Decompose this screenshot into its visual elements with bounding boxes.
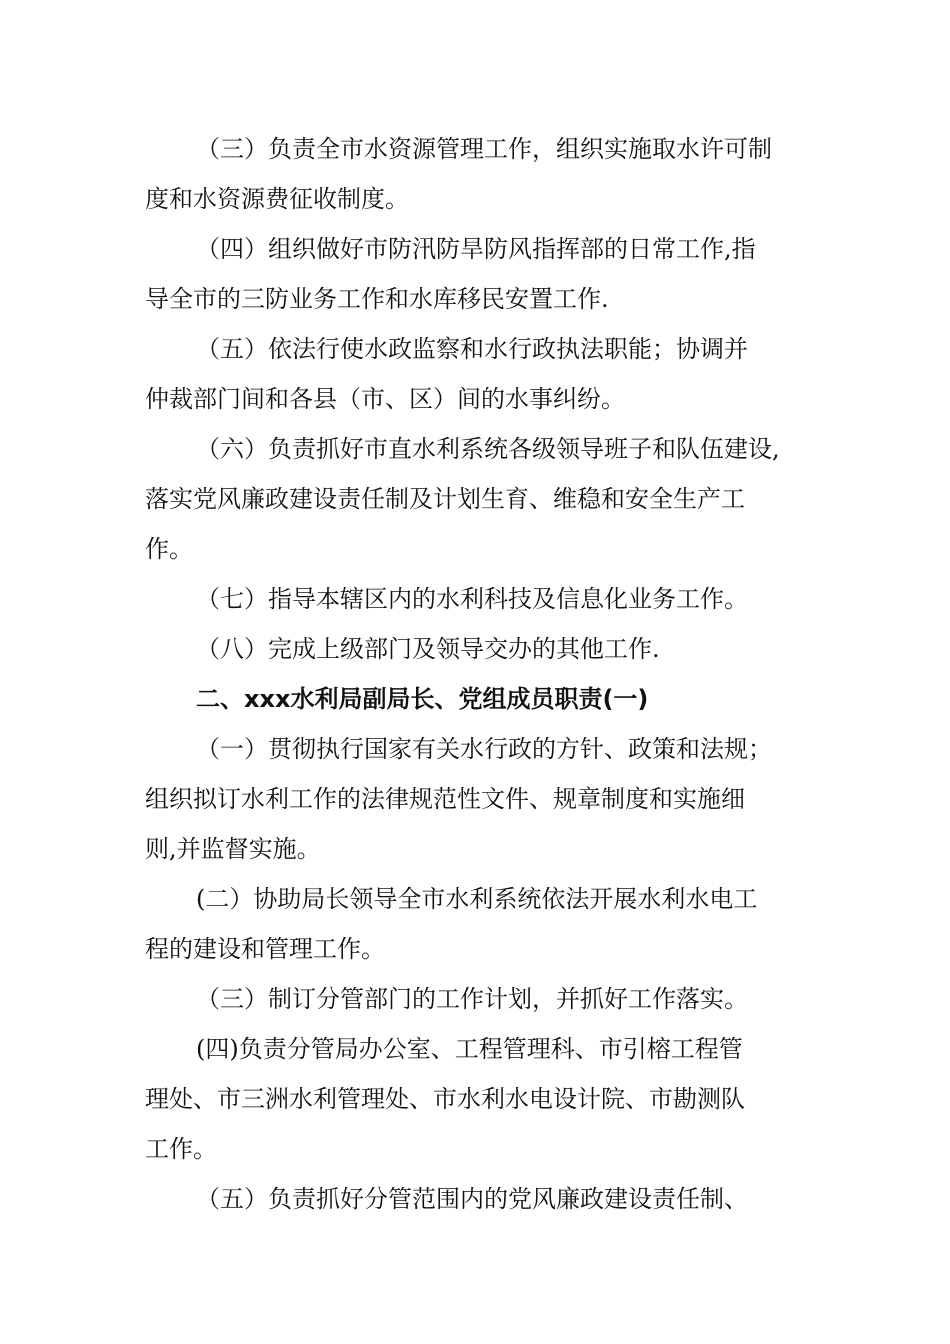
section-heading: 二、xxx水利局副局长、党组成员职责(一) (196, 685, 649, 713)
paragraph-6-line-2: 落实党风廉政建设责任制及计划生育、维稳和安全生产工 (145, 485, 745, 513)
duty-1-line-2: 组织拟订水利工作的法律规范性文件、规章制度和实施细 (145, 785, 745, 813)
duty-4-line-2: 理处、市三洲水利管理处、市水利水电设计院、市勘测队 (145, 1085, 745, 1113)
duty-1-line-3: 则,并监督实施。 (145, 835, 321, 863)
paragraph-3-line-1: （三）负责全市水资源管理工作，组织实施取水许可制 (196, 135, 772, 163)
paragraph-3-line-2: 度和水资源费征收制度。 (145, 185, 409, 213)
paragraph-4-line-1: （四）组织做好市防汛防旱防风指挥部的日常工作,指 (196, 235, 756, 263)
duty-5-line-1: （五）负责抓好分管范围内的党风廉政建设责任制、 (196, 1185, 748, 1213)
duty-4-line-3: 工作。 (145, 1135, 217, 1163)
duty-4-line-1: (四)负责分管局办公室、工程管理科、市引榕工程管 (196, 1035, 743, 1063)
paragraph-7-line-1: （七）指导本辖区内的水利科技及信息化业务工作。 (196, 585, 748, 613)
duty-1-line-1: （一）贯彻执行国家有关水行政的方针、政策和法规； (196, 735, 772, 763)
paragraph-5-line-1: （五）依法行使水政监察和水行政执法职能；协调并 (196, 335, 748, 363)
paragraph-6-line-1: （六）负责抓好市直水利系统各级领导班子和队伍建设, (196, 435, 780, 463)
paragraph-5-line-2: 仲裁部门间和各县（市、区）间的水事纠纷。 (145, 385, 625, 413)
paragraph-8-line-1: （八）完成上级部门及领导交办的其他工作. (196, 635, 660, 663)
paragraph-4-line-2: 导全市的三防业务工作和水库移民安置工作. (145, 285, 609, 313)
duty-2-line-1: (二）协助局长领导全市水利系统依法开展水利水电工 (196, 885, 758, 913)
paragraph-6-line-3: 作。 (145, 535, 193, 563)
duty-2-line-2: 程的建设和管理工作。 (145, 935, 385, 963)
duty-3-line-1: （三）制订分管部门的工作计划，并抓好工作落实。 (196, 985, 748, 1013)
